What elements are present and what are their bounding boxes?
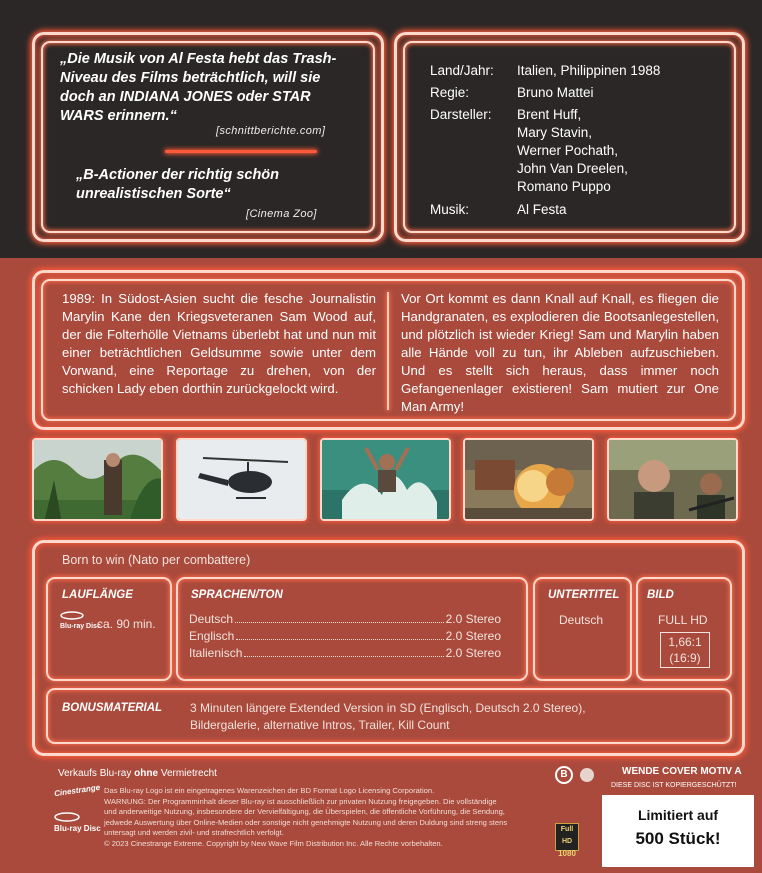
legal-text [104,786,524,850]
bluray-footer-disc-icon [54,812,80,822]
fsk-badge [555,766,573,784]
credit-label: Regie: [430,85,470,100]
languages-label: SPRACHEN/TON [191,589,283,601]
credit-row [430,201,730,219]
language-name: Italienisch [189,646,243,660]
helicopter-scene-image [178,440,307,521]
synopsis-divider [387,292,389,410]
soldiers-scene-image [609,440,738,521]
legal-line: und anderweitige Nutzung, insbesondere der Vervielfältigung, die Überspielen, die öffentliche Vorführung, die Sendung, [104,807,505,817]
synopsis-left: 1989: In Südost-Asien sucht die fesche Journalistin Marylin Kane den Kriegsveteranen Sam Wood auf, der die Folterhölle Vietnams überlebt hat und nun mit einer beträchtlichen Geldsumme sowie unter dem Vorwand, eine Reportage zu drehen, von der schicken Lady eben dorthin zurückgelockt wird. [62,291,376,396]
limited-edition-box [602,795,754,867]
fullhd-top: Full HD [560,826,574,845]
aspect-ratio: 1,66:1 [668,635,702,649]
alt-title: Born to win (Nato per combattere) [62,553,251,567]
quote-2-source: [Cinema Zoo] [246,208,317,220]
still-helicopter [176,438,307,521]
picture-value: FULL HD [658,613,708,627]
limited-line-1: Limitiert auf [637,807,719,823]
explosion-scene-image [465,440,594,521]
subtitles-value: Deutsch [559,613,604,627]
dot-leader [235,611,444,623]
wende-cover: WENDE COVER MOTIV A [622,766,742,777]
bonus-label: BONUSMATERIAL [62,702,163,714]
aspect-ratio-alt: (16:9) [669,651,701,665]
still-soldiers [607,438,738,521]
language-name: Deutsch [189,612,234,626]
rental-notice [58,768,217,779]
copy-protection: DIESE DISC IST KOPIERGESCHÜTZT! [611,782,737,789]
aspect-ratio-box [660,632,710,668]
credit-label: Darsteller: [430,107,492,122]
limited-line-2: 500 Stück! [635,829,721,848]
fsk-letter: B [560,769,568,780]
credit-row [430,84,730,102]
quote-1-source: [schnittberichte.com] [216,125,326,137]
bluray-icon [60,611,101,631]
rental-bold: ohne [134,768,159,779]
legal-line: jedwede Auswertung über Online-Medien oder sonstige nicht genehmigte Nutzung und deren Duldung sind streng stens [104,817,508,827]
legal-line: © 2023 Cinestrange Extreme. Copyright by New Wave Film Distribution Inc. Alle Rechte vorbehalten. [104,838,443,848]
distributor-icon [580,768,594,782]
runtime-label: LAUFLÄNGE [62,589,133,601]
credit-row [430,106,730,196]
legal-line: WARNUNG: Der Programminhalt dieser Blu-ray ist ausschließlich zur privaten Nutzung freigegeben. Die vollständige [104,796,497,806]
publisher-logo: Cinestrange [53,782,101,799]
rental-suffix: Vermietrecht [158,768,217,779]
language-format: 2.0 Stereo [445,629,501,643]
still-explosion [463,438,594,521]
legal-line: untersagt und werden zivil- und strafrechtlich verfolgt. [104,828,284,838]
subtitles-label: UNTERTITEL [548,589,620,601]
picture-label: BILD [647,589,674,601]
rental-prefix: Verkaufs Blu-ray [58,768,135,779]
jungle-scene-image [34,440,163,521]
runtime-value: ca. 90 min. [97,617,156,631]
dot-leader [236,628,443,640]
credit-value: Brent Huff, Mary Stavin, Werner Pochath, John Van Dreelen, Romano Puppo [517,107,628,194]
credits-list [430,62,730,219]
dot-leader [244,645,443,657]
language-row [189,628,501,645]
quote-2: „B-Actioner der richtig schön unrealistischen Sorte“ [76,167,280,202]
credit-label: Land/Jahr: [430,63,494,78]
languages-list [189,611,501,662]
credit-row [430,62,730,80]
language-name: Englisch [189,629,235,643]
language-format: 2.0 Stereo [445,646,501,660]
credit-value: Bruno Mattei [517,85,594,100]
credit-label: Musik: [430,202,470,217]
synopsis-right: Vor Ort kommt es dann Knall auf Knall, es fliegen die Handgranaten, es explodieren die Bootsanlegestellen, und plötzlich ist wieder Krieg! Sam und Marylin haben alle Hände voll zu tun, ihr Ableben aufzuschieben. Und es stellt sich heraus, dass immer noch Gefangenenlager existieren! Sam mutiert zur One Man Army! [401,291,719,414]
bonus-value: 3 Minuten längere Extended Version in SD (Englisch, Deutsch 2.0 Stereo), Bildergalerie, alternative Intros, Trailer, Kill Count [190,701,586,732]
still-jungle [32,438,163,521]
credit-value: Al Festa [517,202,567,217]
language-format: 2.0 Stereo [445,612,501,626]
water-scene-image [322,440,451,521]
bluray-footer-text: Blu-ray Disc [54,824,101,833]
legal-line: Das Blu-ray Logo ist ein eingetragenes Warenzeichen der BD Format Logo Licensing Corporation. [104,786,435,795]
credit-value: Italien, Philippinen 1988 [517,63,661,78]
fullhd-bottom: 1080 [558,849,576,858]
quote-divider [165,150,317,153]
bluray-footer-logo [54,812,101,833]
fullhd-badge [555,823,579,858]
language-row [189,645,501,662]
bluray-small-text: Blu-ray Disc [60,623,101,630]
language-row [189,611,501,628]
bluray-disc-icon [60,611,84,620]
still-water [320,438,451,521]
quote-1: „Die Musik von Al Festa hebt das Trash-Niveau des Films beträchtlich, will sie doch an INDIANA JONES oder STAR WARS erinnern.“ [60,51,337,124]
